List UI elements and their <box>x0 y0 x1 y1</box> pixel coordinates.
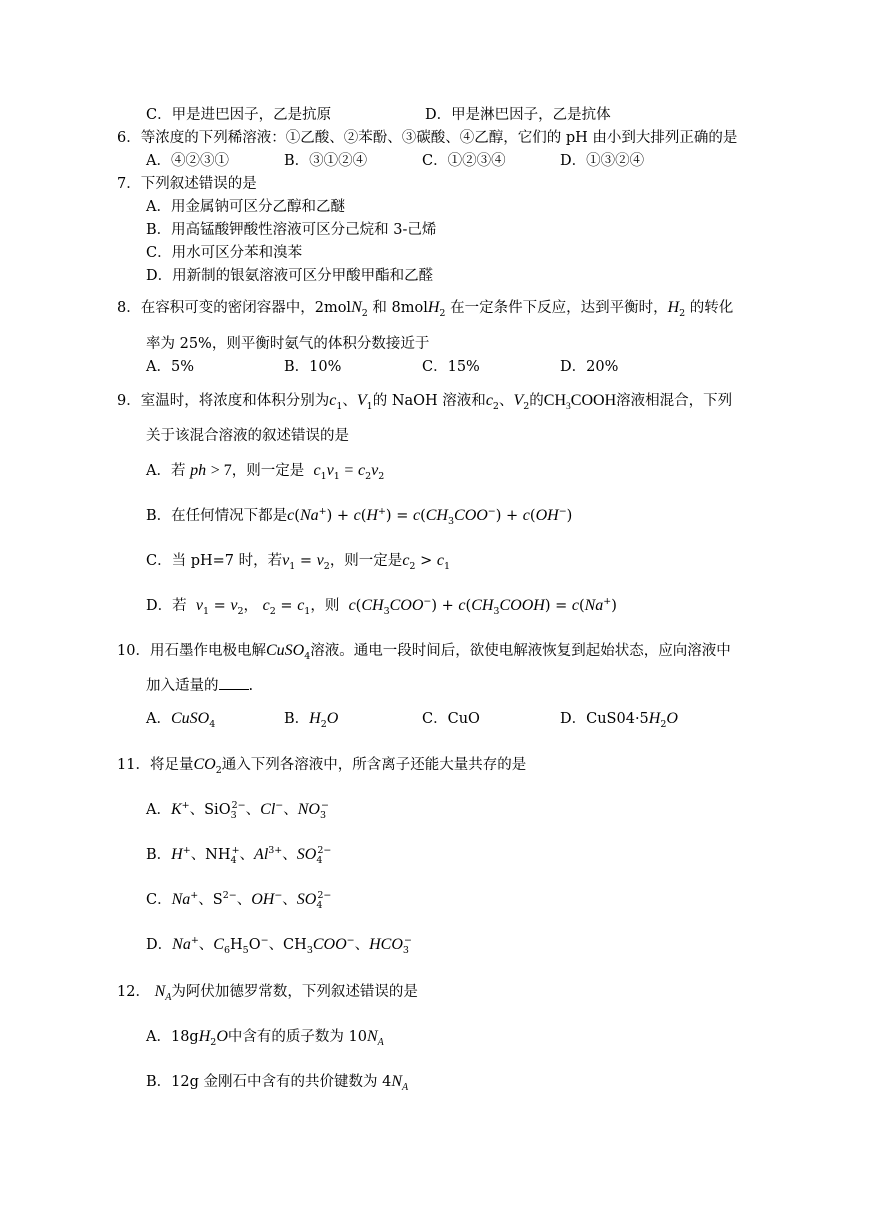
q11-option-c: C．Na+、$S^{2-}$、OH−、$SO_4^{2-}$ <box>146 890 332 911</box>
q8-option-b: B．10% <box>284 359 342 375</box>
q6-option-b: B．③①②④ <box>284 153 368 169</box>
q6-option-a: A．④②③① <box>146 153 229 169</box>
q6-options <box>146 152 766 170</box>
q5-option-c: C．甲是进巴因子，乙是抗原 <box>146 107 332 123</box>
q9-stem: 9．室温时，将浓度和体积分别为$c_1$、$V_1$的 NaOH 溶液和$c_2$、$V_2$的$CH_3COOH$溶液相混合，下列 <box>117 392 733 413</box>
q9-option-a: A．若 ph > 7，则一定是 $c_1v_1 = c_2v_2$ <box>146 462 385 482</box>
q9-option-b: B．在任何情况下都是$c(Na^+) + c(H^+) = c(CH_3COO^-) + c(OH^-)$ <box>146 506 573 527</box>
q6-option-d: D．①③②④ <box>560 153 645 169</box>
q10-option-d: D．$CuS04\cdot 5H_2O$ <box>560 710 678 730</box>
q8-option-c: C．15% <box>422 359 480 375</box>
q7-stem: 7．下列叙述错误的是 <box>117 176 257 192</box>
q8-option-d: D．20% <box>560 359 619 375</box>
q5-option-d: D．甲是淋巴因子，乙是抗体 <box>425 107 611 123</box>
q7-option-c: C．用水可区分苯和溴苯 <box>146 245 303 261</box>
q8-stem-continued: 率为 25%，则平衡时氨气的体积分数接近于 <box>146 336 430 352</box>
answer-blank <box>219 677 249 690</box>
q5-options-cd <box>146 106 766 124</box>
q10-options <box>146 709 766 729</box>
q6-stem: 6．等浓度的下列稀溶液：①乙酸、②苯酚、③碳酸、④乙醇，它们的 pH 由小到大排列正确的是 <box>117 130 738 146</box>
q12-stem: 12． $N_A$为阿伏加德罗常数，下列叙述错误的是 <box>117 983 418 1003</box>
q12-option-b: B．12g 金刚石中含有的共价键数为 $4N_A$ <box>146 1073 409 1093</box>
q9-stem-continued: 关于该混合溶液的叙述错误的是 <box>146 428 349 444</box>
q11-option-d: D．Na+、$C_6H_5O^-$、$CH_3COO^-$、$HCO_3^-$ <box>146 935 412 956</box>
q11-stem: 11．将足量$CO_2$通入下列各溶液中，所含离子还能大量共存的是 <box>117 756 527 776</box>
q7-option-b: B．用高锰酸钾酸性溶液可区分己烷和 3-己烯 <box>146 222 437 238</box>
q6-option-c: C．①②③④ <box>422 153 506 169</box>
q10-option-b: B．$H_2O$ <box>284 710 339 730</box>
q8-options <box>146 358 766 376</box>
q10-option-a: A．CuSO$_4$ <box>146 710 216 730</box>
q10-option-c: C．CuO <box>422 711 480 727</box>
q10-stem: 10．用石墨作电极电解CuSO$_4$溶液。通电一段时间后，欲使电解液恢复到起始状态，应向溶液中 <box>117 642 731 662</box>
q9-option-c: C．当 pH=7 时，若$v_1 = v_2$，则一定是$c_2 > c_1$ <box>146 552 450 572</box>
q8-stem: 8．在容积可变的密闭容器中，2molN$_2$ 和 8molH$_2$ 在一定条件下反应，达到平衡时，$H_2$ 的转化 <box>117 299 734 319</box>
q11-option-a: A．K+、SiO$_3^{2-}$、Cl−、$NO_3^-$ <box>146 800 329 821</box>
q9-option-d: D．若 $v_1 = v_2$， $c_2 = c_1$，则 $c(CH_3COO^-)$ + $c(CH_3COOH) = c(Na^+)$ <box>146 596 617 617</box>
q7-option-d: D．用新制的银氨溶液可区分甲酸甲酯和乙醛 <box>146 268 434 284</box>
q8-option-a: A．5% <box>146 359 194 375</box>
q11-option-b: B．H+、$NH_4^+$、$Al^{3+}$、$SO_4^{2-}$ <box>146 845 332 866</box>
q10-stem-continued: 加入适量的 . <box>146 678 254 694</box>
q12-option-a: A．$18gH_2O$中含有的质子数为 $10N_A$ <box>146 1028 384 1048</box>
q7-option-a: A．用金属钠可区分乙醇和乙醚 <box>146 199 345 215</box>
